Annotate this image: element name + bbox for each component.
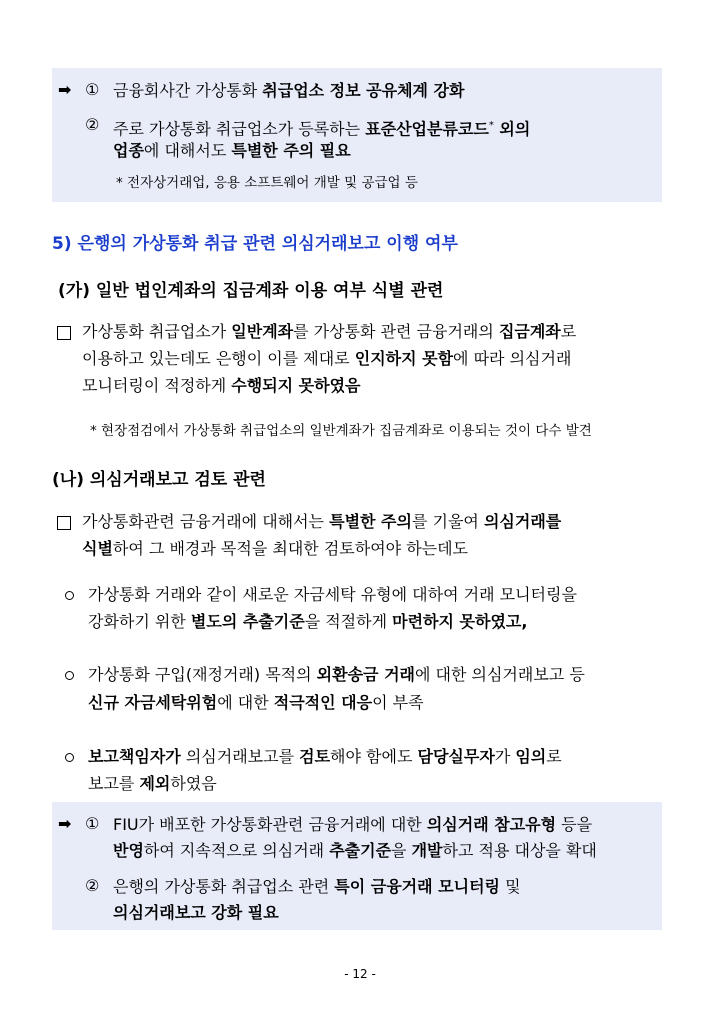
na-bullet1-line2: 강화하기 위한 별도의 추출기준을 적절하게 마련하지 못하였고,: [88, 612, 528, 631]
ga-para-line1: 가상통화 취급업소가 일반계좌를 가상통화 관련 금융거래의 집금계좌로: [82, 322, 577, 341]
circled-number-2: ②: [85, 876, 100, 895]
na-bullet2-line2: 신규 자금세탁위험에 대한 적극적인 대응이 부족: [88, 693, 424, 712]
ga-para-line2: 이용하고 있는데도 은행이 이를 제대로 인지하지 못함에 따라 의심거래: [82, 349, 572, 368]
circle-bullet-icon: [65, 753, 74, 762]
box2-item1-line1: FIU가 배포한 가상통화관련 금융거래에 대한 의심거래 참고유형 등을: [113, 815, 593, 834]
circled-number-1: ①: [85, 814, 100, 833]
subsection-na-title: (나) 의심거래보고 검토 관련: [52, 470, 266, 490]
circle-bullet-icon: [65, 591, 74, 600]
box1-item1-text: 금융회사간 가상통화 취급업소 정보 공유체계 강화: [113, 81, 465, 100]
square-bullet-icon: [57, 516, 71, 530]
circled-number-2: ②: [85, 115, 100, 134]
circle-bullet-icon: [65, 671, 74, 680]
ga-para-line3: 모니터링이 적정하게 수행되지 못하였음: [82, 376, 361, 395]
na-para-line2: 식별하여 그 배경과 목적을 최대한 검토하여야 하는데도: [82, 539, 469, 558]
na-bullet3-line2: 보고를 제외하였음: [88, 774, 217, 793]
arrow-right-icon: ➡: [58, 80, 72, 99]
circled-number-1: ①: [85, 80, 100, 99]
na-bullet2-line1: 가상통화 구입(재정거래) 목적의 외환송금 거래에 대한 의심거래보고 등: [88, 665, 585, 684]
page-number: - 12 -: [344, 967, 376, 981]
box1-item2-line2: 업종에 대해서도 특별한 주의 필요: [113, 141, 351, 160]
subsection-ga-title: (가) 일반 법인계좌의 집금계좌 이용 여부 식별 관련: [58, 281, 444, 301]
box2-item2-line2: 의심거래보고 강화 필요: [113, 903, 279, 922]
na-para-line1: 가상통화관련 금융거래에 대해서는 특별한 주의를 기울여 의심거래를: [82, 512, 562, 531]
na-bullet1-line1: 가상통화 거래와 같이 새로운 자금세탁 유형에 대하여 거래 모니터링을: [88, 585, 577, 604]
na-bullet3-line1: 보고책임자가 의심거래보고를 검토해야 함에도 담당실무자가 임의로: [88, 747, 562, 766]
box2-item1-line2: 반영하여 지속적으로 의심거래 추출기준을 개발하고 적용 대상을 확대: [113, 841, 597, 860]
ga-footnote: * 현장점검에서 가상통화 취급업소의 일반계좌가 집금계좌로 이용되는 것이 다수 발견: [90, 423, 592, 439]
box1-footnote: * 전자상거래업, 응용 소프트웨어 개발 및 공급업 등: [116, 175, 418, 191]
arrow-right-icon: ➡: [58, 814, 72, 833]
box1-item2-line1: 주로 가상통화 취급업소가 등록하는 표준산업분류코드* 외의: [113, 119, 531, 139]
section-5-title: 5) 은행의 가상통화 취급 관련 의심거래보고 이행 여부: [52, 234, 458, 254]
box2-item2-line1: 은행의 가상통화 취급업소 관련 특이 금융거래 모니터링 및: [113, 877, 521, 896]
square-bullet-icon: [57, 326, 71, 340]
